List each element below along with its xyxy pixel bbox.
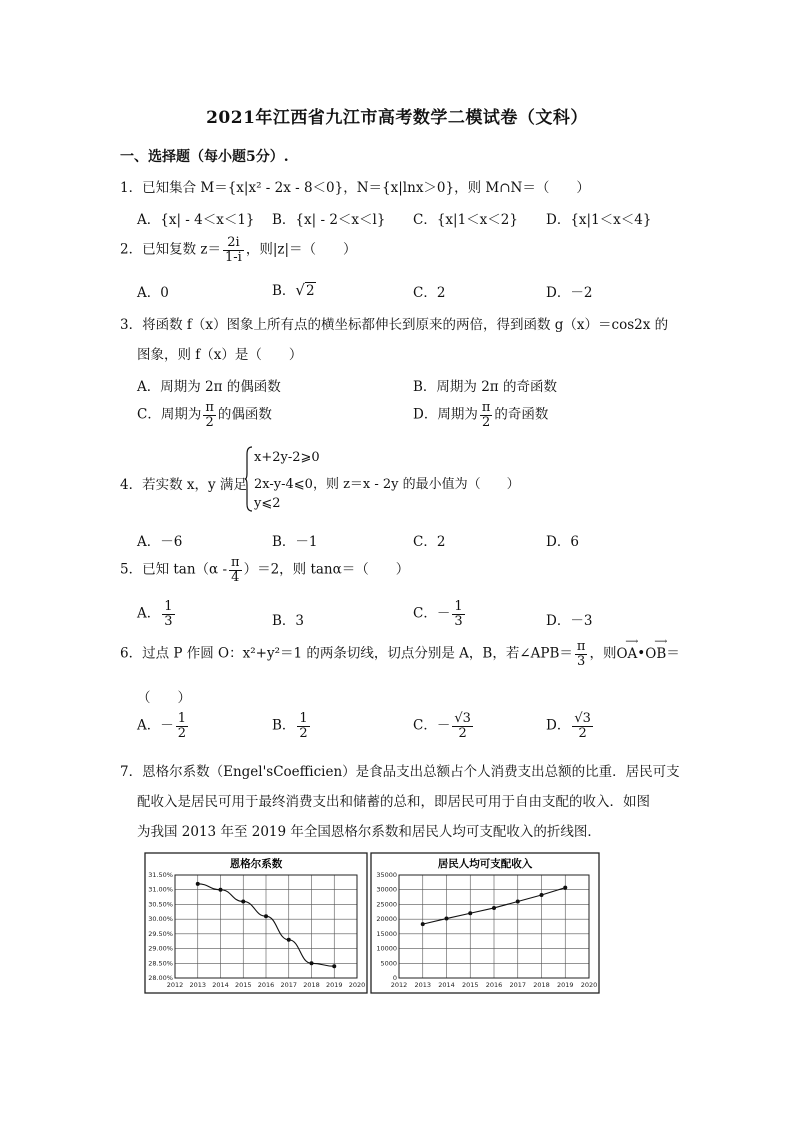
charts-figure xyxy=(143,851,601,997)
x-tick-label: 2016 xyxy=(257,981,275,989)
q2-frac-den: 1-i xyxy=(225,249,242,265)
q1-option-c: C．{x|1＜x＜2} xyxy=(413,212,518,228)
dot-product: • xyxy=(637,645,646,662)
section-heading: 一、选择题（每小题5分）. xyxy=(120,149,289,165)
data-point xyxy=(563,886,567,890)
y-tick-label: 35000 xyxy=(376,871,397,879)
q5-stem-post: ）＝2，则 tanα＝（ ） xyxy=(243,561,410,578)
q6-option-c xyxy=(413,712,475,740)
vector-oa xyxy=(616,636,638,662)
q3-option-a: A．周期为 2π 的偶函数 xyxy=(137,379,281,395)
q2-option-b xyxy=(272,279,316,299)
x-tick-label: 2017 xyxy=(280,981,298,989)
q4-stem-pre: 4．若实数 x，y 满足 xyxy=(120,477,247,493)
q5-option-c-label: C．－ xyxy=(413,605,451,622)
q5-a-den: 3 xyxy=(164,613,173,629)
x-tick-label: 2020 xyxy=(348,981,366,989)
q6-option-a-label: A．－ xyxy=(137,717,174,734)
q1-stem: 1．已知集合 M＝{x|x² - 2x - 8＜0}，N＝{x|lnx＞0}，则 M∩N＝（ ） xyxy=(120,180,590,196)
q3-option-c-pre: C．周期为 xyxy=(137,406,202,423)
q3-option-c xyxy=(137,401,272,429)
q3-option-c-frac xyxy=(203,401,216,429)
q6-c-num: √3 xyxy=(454,711,471,726)
q3-stem-line2: 图象，则 f（x）是（ ） xyxy=(137,347,303,363)
q7-stem-line2: 配收入是居民可用于最终消费支出和储蓄的总和，即居民可用于自由支配的收入．如图 xyxy=(137,794,650,810)
q6-stem-pre: 6．过点 P 作圆 O：x²+y²＝1 的两条切线，切点分别是 A，B，若∠APB＝ xyxy=(120,645,573,662)
disposable-income-chart xyxy=(371,853,599,993)
q6-option-a xyxy=(137,712,190,740)
q4-option-b: B．－1 xyxy=(272,534,318,550)
q6-option-b xyxy=(272,712,312,740)
q3-option-d-pre: D．周期为 xyxy=(413,406,478,423)
q4-constraint-1: x+2y-2⩾0 xyxy=(254,450,320,465)
q5-option-c xyxy=(413,600,467,628)
q2-frac-num: 2i xyxy=(223,236,244,251)
data-point xyxy=(492,906,496,910)
q2-stem xyxy=(120,236,357,264)
q5-option-b: B．3 xyxy=(272,613,305,629)
data-point xyxy=(516,899,520,903)
y-tick-label: 30000 xyxy=(376,885,397,894)
q6-fraction xyxy=(575,640,588,668)
x-tick-label: 2018 xyxy=(533,981,550,989)
y-tick-label: 15000 xyxy=(376,929,397,938)
sqrt-sign: √ xyxy=(295,281,305,299)
q4-option-d: D．6 xyxy=(546,534,579,550)
q6-stem xyxy=(120,636,680,669)
y-tick-label: 20000 xyxy=(376,915,397,924)
q5-a-num: 1 xyxy=(164,599,173,614)
q5-c-den: 3 xyxy=(454,613,463,629)
page-title: 2021年江西省九江市高考数学二模试卷（文科） xyxy=(206,108,588,128)
vector-arrow-icon: ⟶ xyxy=(625,636,638,647)
x-tick-label: 2014 xyxy=(438,981,455,989)
data-point xyxy=(241,899,245,903)
vector-oa-label: OA xyxy=(616,645,638,662)
q4-option-c: C．2 xyxy=(413,534,446,550)
q2-option-c: C．2 xyxy=(413,285,446,301)
q2-stem-pre: 2．已知复数 z＝ xyxy=(120,241,221,258)
q6-option-d-frac xyxy=(572,712,593,740)
chart-frame xyxy=(145,853,367,993)
q6-frac-num: π xyxy=(576,639,586,654)
x-tick-label: 2014 xyxy=(212,981,229,989)
y-tick-label: 30.00% xyxy=(148,915,173,924)
y-tick-label: 28.00% xyxy=(148,974,173,982)
data-point xyxy=(287,938,291,942)
q6-option-c-label: C．－ xyxy=(413,717,451,734)
q7-stem-line3: 为我国 2013 年至 2019 年全国恩格尔系数和居民人均可支配收入的折线图． xyxy=(137,824,601,840)
chart-frame xyxy=(371,853,599,993)
data-point xyxy=(445,917,449,921)
q3-d-num: π xyxy=(481,400,491,415)
q5-stem-pre: 5．已知 tan（α - xyxy=(120,561,228,578)
x-tick-label: 2018 xyxy=(303,981,320,989)
q6-option-b-label: B． xyxy=(272,717,296,734)
data-point xyxy=(540,893,544,897)
q5-frac-den: 4 xyxy=(231,569,240,585)
q5-option-d: D．－3 xyxy=(546,613,593,629)
q5-fraction xyxy=(229,556,242,584)
q2-fraction xyxy=(223,236,244,264)
q2-option-d: D．－2 xyxy=(546,285,593,301)
q1-option-a: A．{x| - 4＜x＜1} xyxy=(137,212,255,228)
data-point xyxy=(219,888,223,892)
q1-option-b: B．{x| - 2＜x＜l} xyxy=(272,212,386,228)
data-point xyxy=(421,922,425,926)
y-tick-label: 28.50% xyxy=(148,959,173,968)
q5-option-a xyxy=(137,600,177,628)
q3-option-d-post: 的奇函数 xyxy=(494,406,549,423)
data-point xyxy=(310,961,314,965)
q7-stem-line1: 7．恩格尔系数（Engel'sCoefficien）是食品支出总额占个人消费支出总额的比重．居民可支 xyxy=(120,764,680,780)
q3-option-c-post: 的偶函数 xyxy=(217,406,272,423)
chart-title: 恩格尔系数 xyxy=(229,858,283,870)
y-tick-label: 30.50% xyxy=(148,900,173,909)
x-tick-label: 2019 xyxy=(556,981,574,989)
q4-constraint-3: y⩽2 xyxy=(254,496,281,511)
q3-stem-line1: 3．将函数 f（x）图象上所有点的横坐标都伸长到原来的两倍，得到函数 g（x）＝cos2x 的 xyxy=(120,317,669,333)
chart-title: 居民人均可支配收入 xyxy=(437,858,533,870)
q6-frac-den: 3 xyxy=(577,653,586,669)
x-tick-label: 2015 xyxy=(234,981,252,989)
q5-option-a-frac xyxy=(162,600,174,628)
q6-a-den: 2 xyxy=(177,725,187,741)
q5-option-a-label: A． xyxy=(137,605,161,622)
q4-constraint-2: 2x-y-4⩽0，则 z＝x - 2y 的最小值为（ ） xyxy=(254,477,520,492)
y-tick-label: 29.50% xyxy=(148,929,173,938)
q3-c-num: π xyxy=(205,400,214,415)
q3-c-den: 2 xyxy=(205,414,214,430)
q3-option-d xyxy=(413,401,548,429)
q6-c-den: 2 xyxy=(458,725,467,741)
data-point xyxy=(196,882,200,886)
q4-option-a: A．－6 xyxy=(137,534,183,550)
q2-stem-post: ，则|z|＝（ ） xyxy=(245,241,357,258)
y-tick-label: 25000 xyxy=(376,900,397,909)
vector-ob-label: OB xyxy=(645,645,667,662)
x-tick-label: 2019 xyxy=(325,981,343,989)
x-tick-label: 2016 xyxy=(485,981,503,989)
vector-ob xyxy=(645,636,667,662)
q6-equals: ＝ xyxy=(666,645,680,662)
x-tick-label: 2012 xyxy=(166,981,184,989)
q6-b-den: 2 xyxy=(299,725,308,741)
x-tick-label: 2015 xyxy=(461,981,479,989)
q2-option-a: A．0 xyxy=(137,285,169,301)
x-tick-label: 2013 xyxy=(414,981,432,989)
q6-option-a-frac xyxy=(176,712,188,740)
y-tick-label: 0 xyxy=(392,974,397,982)
y-tick-label: 31.50% xyxy=(148,871,173,879)
y-tick-label: 10000 xyxy=(376,944,397,953)
q1-option-d: D．{x|1＜x＜4} xyxy=(546,212,652,228)
q6-stem-post: ，则 xyxy=(589,645,617,662)
q5-c-num: 1 xyxy=(454,599,463,614)
y-tick-label: 5000 xyxy=(380,959,397,968)
q6-a-num: 1 xyxy=(177,711,187,726)
q6-option-d-label: D． xyxy=(546,717,571,734)
q6-option-c-frac xyxy=(452,712,473,740)
q3-d-den: 2 xyxy=(481,414,491,430)
q5-option-c-frac xyxy=(452,600,464,628)
q6-option-b-frac xyxy=(297,712,309,740)
q6-b-num: 1 xyxy=(299,711,308,726)
q6-d-num: √3 xyxy=(574,711,591,726)
q3-option-b: B．周期为 2π 的奇函数 xyxy=(413,379,557,395)
x-tick-label: 2017 xyxy=(509,981,527,989)
q6-answer-paren: （ ） xyxy=(137,690,191,706)
x-tick-label: 2020 xyxy=(580,981,598,989)
x-tick-label: 2013 xyxy=(189,981,207,989)
data-point xyxy=(332,964,336,968)
q5-stem xyxy=(120,556,409,584)
engel-coefficient-chart xyxy=(145,853,367,993)
data-point xyxy=(264,914,268,918)
vector-arrow-icon: ⟶ xyxy=(654,636,667,647)
x-tick-label: 2012 xyxy=(390,981,408,989)
y-tick-label: 31.00% xyxy=(148,885,173,894)
q3-option-d-frac xyxy=(480,401,493,429)
q6-d-den: 2 xyxy=(578,725,587,741)
q5-frac-num: π xyxy=(231,555,240,570)
data-point xyxy=(468,911,472,915)
q2-option-b-label: B． xyxy=(272,283,296,299)
q6-option-d xyxy=(546,712,595,740)
y-tick-label: 29.00% xyxy=(148,944,173,953)
q2-option-b-radicand: 2 xyxy=(305,283,315,299)
brace-icon xyxy=(245,446,253,512)
